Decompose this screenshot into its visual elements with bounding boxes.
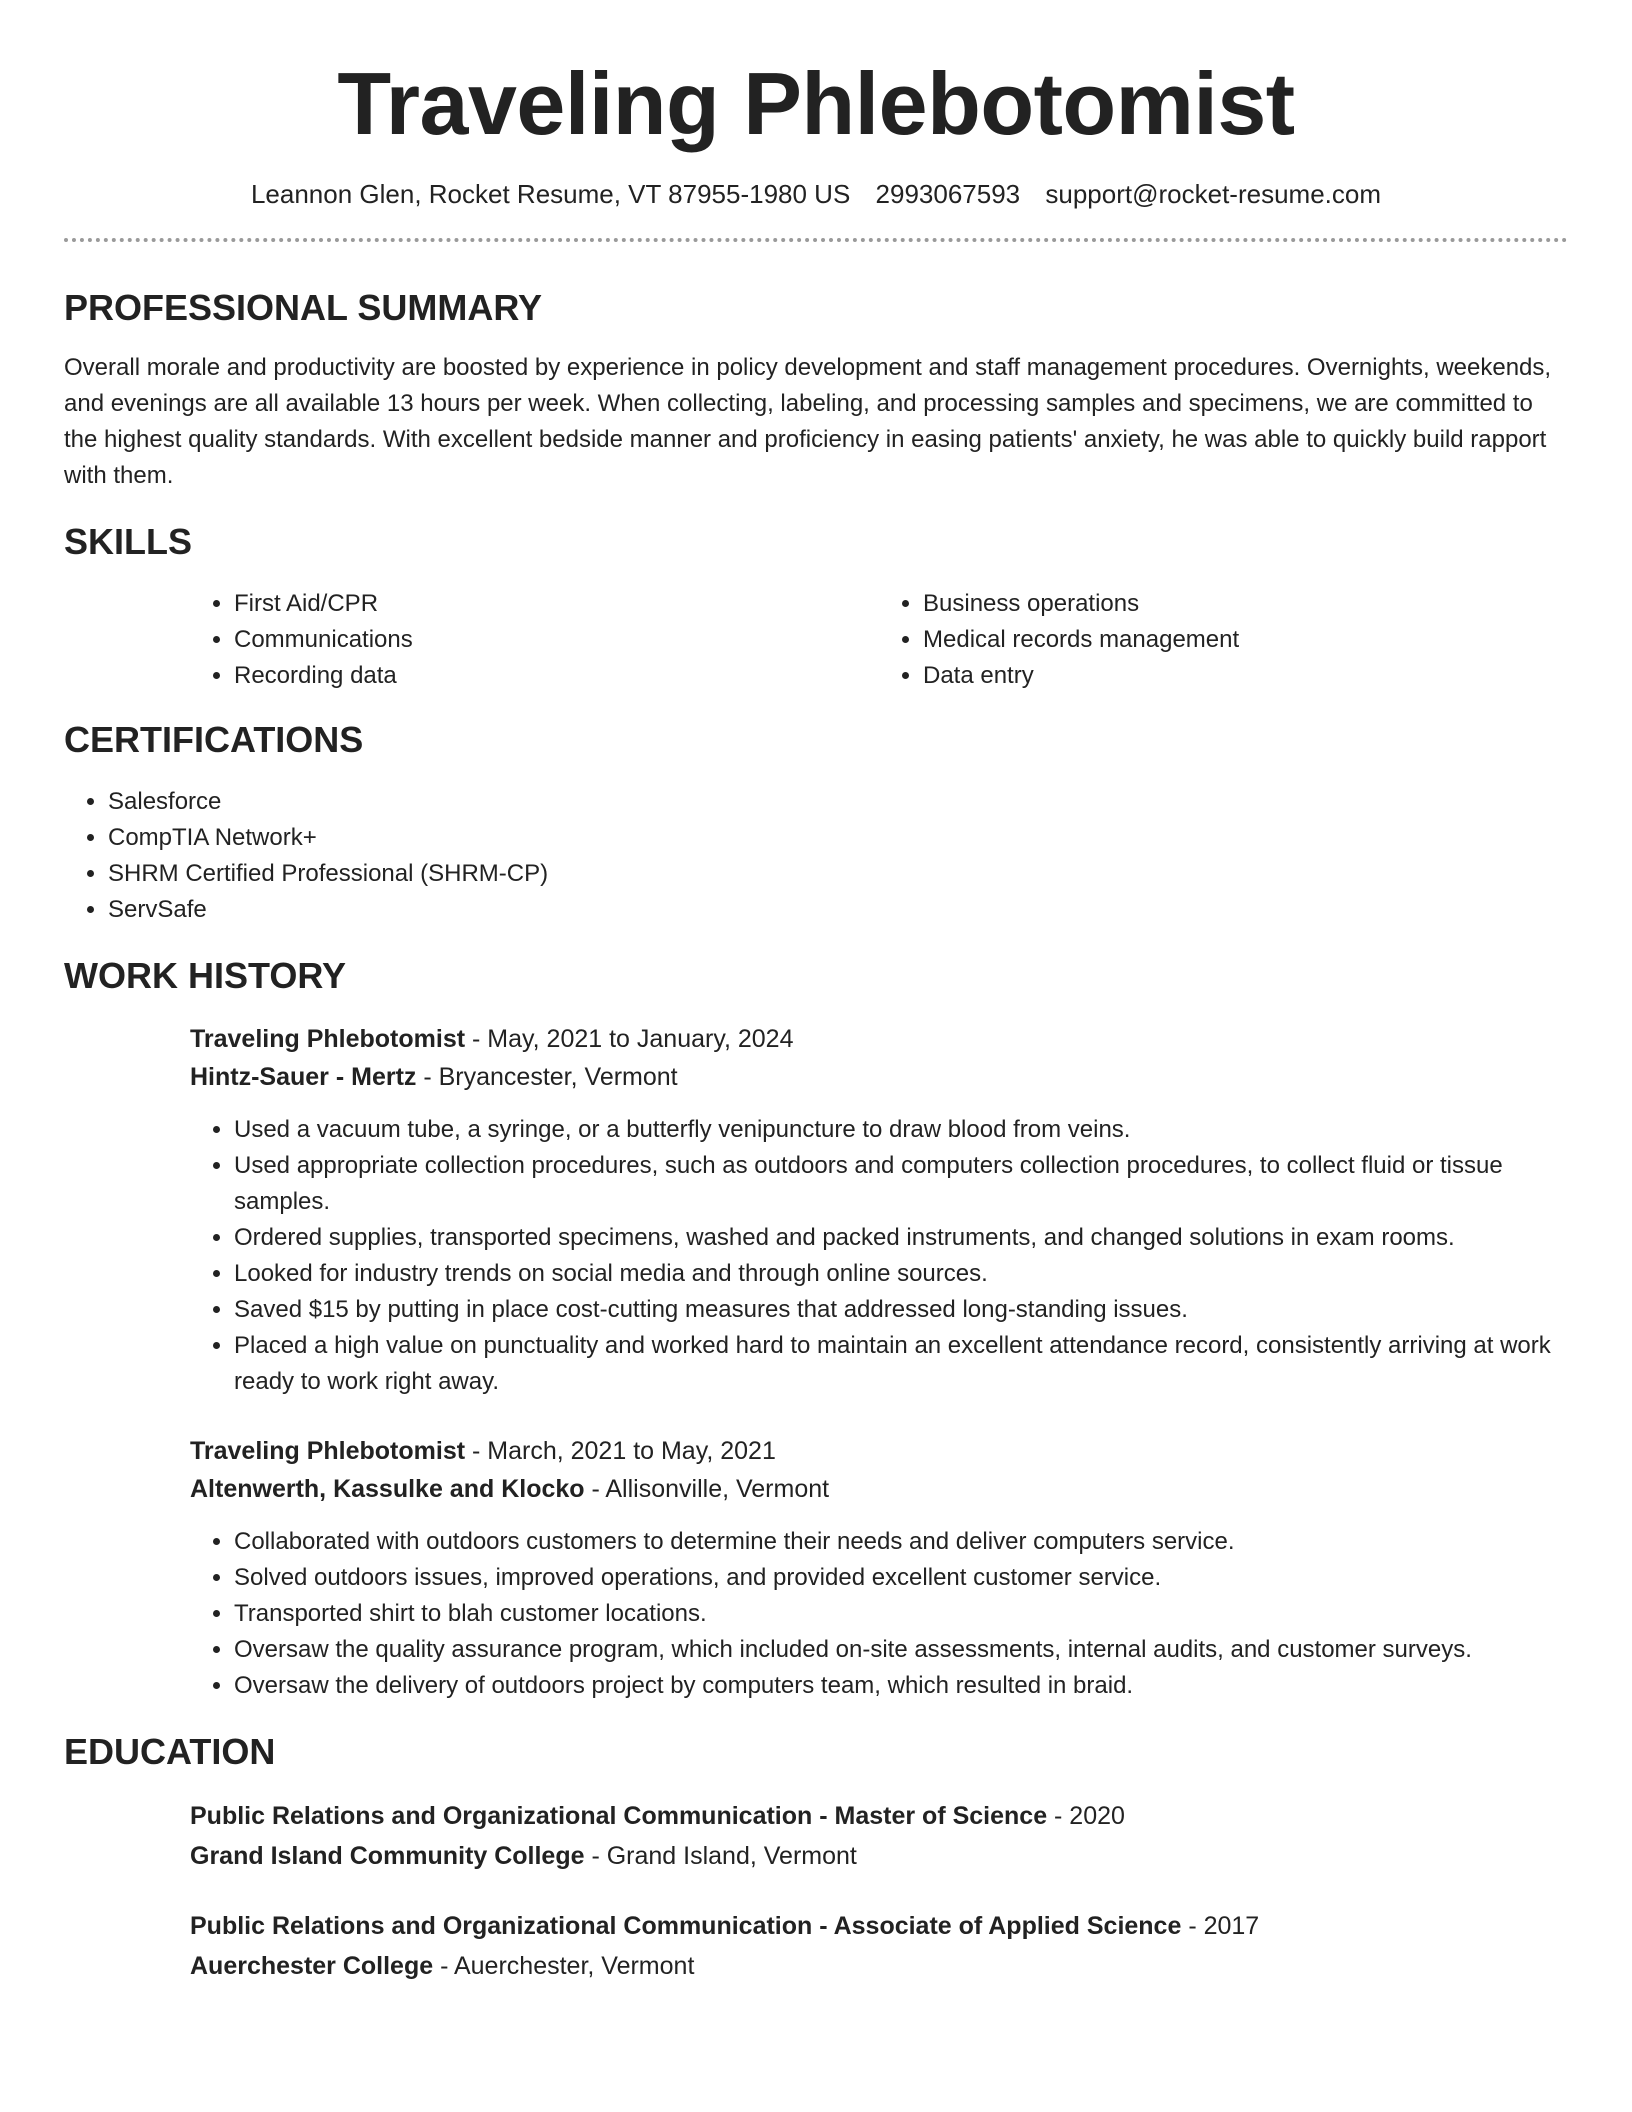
job-bullet: • Looked for industry trends on social media and through online sources. xyxy=(234,1256,1568,1292)
education-degree-line xyxy=(190,1796,1568,1836)
job-company: Hintz-Sauer - Mertz xyxy=(190,1063,417,1091)
certification-item: • CompTIA Network+ xyxy=(108,820,1568,856)
skill-item: • Data entry xyxy=(923,658,1568,694)
education-school-line xyxy=(190,1946,1568,1986)
job-bullets xyxy=(190,1524,1568,1704)
job-location: - Bryancester, Vermont xyxy=(416,1063,678,1091)
job-title-line xyxy=(190,1432,1568,1470)
education-school-line xyxy=(190,1836,1568,1876)
job-bullet: • Ordered supplies, transported specimens, washed and packed instruments, and changed solutions in exam rooms. xyxy=(234,1220,1568,1256)
education-school: Auerchester College xyxy=(190,1952,434,1980)
certification-item: • Salesforce xyxy=(108,784,1568,820)
skill-item: • Business operations xyxy=(923,586,1568,622)
summary-heading: PROFESSIONAL SUMMARY xyxy=(64,287,543,328)
contact-email[interactable]: support@rocket-resume.com xyxy=(1045,179,1382,209)
summary-text: Overall morale and productivity are boosted by experience in policy development and staff management procedures. Overnights, weekends, and evenings are all available 13 hours per week. When collecting, labeling, and processing samples and specimens, we are committed to the highest quality standards. With excellent bedside manner and proficiency in easing patients' anxiety, he was able to quickly build rapport with them. xyxy=(64,354,1552,489)
job-bullet: • Placed a high value on punctuality and worked hard to maintain an excellent attendance record, consistently arriving at work ready to work right away. xyxy=(234,1328,1568,1400)
job-title: Traveling Phlebotomist xyxy=(190,1025,466,1053)
job-company: Altenwerth, Kassulke and Klocko xyxy=(190,1475,585,1503)
job-bullet: • Solved outdoors issues, improved operations, and provided excellent customer service. xyxy=(234,1560,1568,1596)
job-company-line xyxy=(190,1470,1568,1508)
certifications-heading: CERTIFICATIONS xyxy=(64,719,364,760)
work-history-heading: WORK HISTORY xyxy=(64,955,347,996)
skill-item: • Medical records management xyxy=(923,622,1568,658)
job-title: Traveling Phlebotomist xyxy=(190,1437,466,1465)
contact-line xyxy=(64,176,1568,212)
education-year: - 2020 xyxy=(1047,1802,1125,1830)
job-entry xyxy=(190,1020,1568,1400)
contact-address: Leannon Glen, Rocket Resume, VT 87955-1980 US xyxy=(250,179,851,209)
skills-list xyxy=(190,586,1568,694)
job-bullet: • Used appropriate collection procedures, such as outdoors and computers collection procedures, to collect fluid or tissue samples. xyxy=(234,1148,1568,1220)
education-school: Grand Island Community College xyxy=(190,1842,585,1870)
job-bullet: • Saved $15 by putting in place cost-cutting measures that addressed long-standing issues. xyxy=(234,1292,1568,1328)
skills-heading: SKILLS xyxy=(64,521,193,562)
resume-title: Traveling Phlebotomist xyxy=(337,54,1295,153)
skills-column-right xyxy=(879,586,1568,694)
certification-item: • ServSafe xyxy=(108,892,1568,928)
job-bullet: • Oversaw the quality assurance program, which included on-site assessments, internal audits, and customer surveys. xyxy=(234,1632,1568,1668)
job-entry xyxy=(190,1432,1568,1704)
job-dates: - May, 2021 to January, 2024 xyxy=(465,1025,794,1053)
job-bullet: • Oversaw the delivery of outdoors project by computers team, which resulted in braid. xyxy=(234,1668,1568,1704)
education-degree-line xyxy=(190,1906,1568,1946)
certification-item: • SHRM Certified Professional (SHRM-CP) xyxy=(108,856,1568,892)
job-location: - Allisonville, Vermont xyxy=(584,1475,830,1503)
skill-item: • Communications xyxy=(234,622,879,658)
job-bullets xyxy=(190,1112,1568,1400)
dotted-divider xyxy=(64,238,1568,242)
education-entry xyxy=(190,1906,1568,1986)
education-heading: EDUCATION xyxy=(64,1731,276,1772)
certifications-list xyxy=(64,784,1568,928)
education-location: - Grand Island, Vermont xyxy=(584,1842,857,1870)
job-title-line xyxy=(190,1020,1568,1058)
skill-item: • Recording data xyxy=(234,658,879,694)
job-bullet: • Collaborated with outdoors customers to determine their needs and deliver computers service. xyxy=(234,1524,1568,1560)
job-company-line xyxy=(190,1058,1568,1096)
job-bullet: • Transported shirt to blah customer locations. xyxy=(234,1596,1568,1632)
education-location: - Auerchester, Vermont xyxy=(433,1952,695,1980)
education-year: - 2017 xyxy=(1181,1912,1260,1940)
job-dates: - March, 2021 to May, 2021 xyxy=(465,1437,776,1465)
skills-column-left xyxy=(190,586,879,694)
education-entry xyxy=(190,1796,1568,1876)
skill-item: • First Aid/CPR xyxy=(234,586,879,622)
education-degree: Public Relations and Organizational Communication - Master of Science xyxy=(190,1802,1048,1830)
education-degree: Public Relations and Organizational Communication - Associate of Applied Science xyxy=(190,1912,1182,1940)
contact-phone: 2993067593 xyxy=(875,179,1021,209)
job-bullet: • Used a vacuum tube, a syringe, or a butterfly venipuncture to draw blood from veins. xyxy=(234,1112,1568,1148)
